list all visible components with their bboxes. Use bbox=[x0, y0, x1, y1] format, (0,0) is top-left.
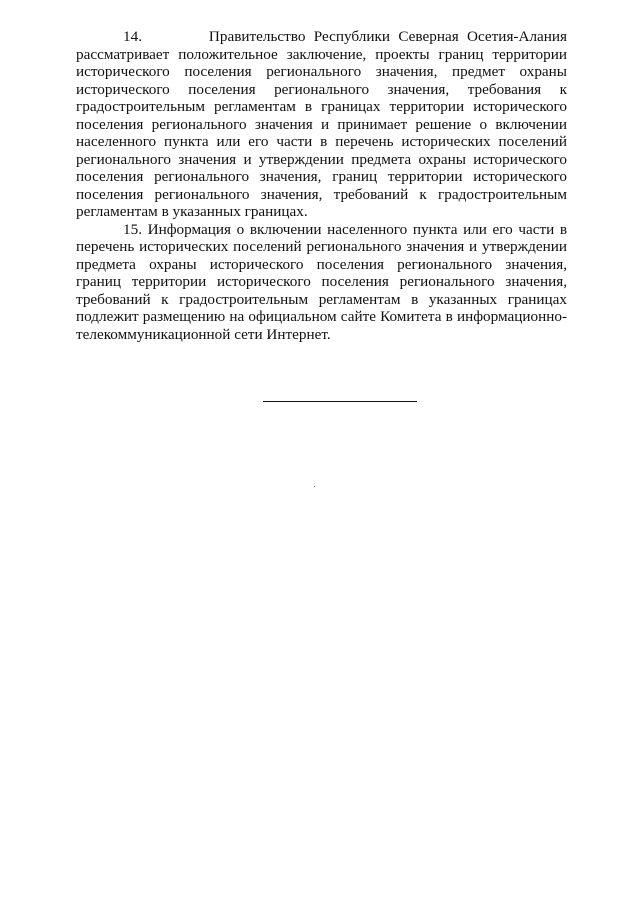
paragraph-14-number: 14. bbox=[123, 28, 142, 45]
document-body bbox=[76, 28, 567, 343]
paragraph-14-text: Правительство Республики Северная Осетия-Алания рассматривает положительное заключение, проекты границ территории исторического поселения регионального значения, предмет охраны исторического поселения регионального значения, требования к градостроительным регламентам в границах территории исторического поселения регионального значения и принимает решение о включении населенного пункта или его части в перечень исторических поселений регионального значения и утверждении предмета охраны исторического поселения регионального значения, границ территории исторического поселения регионального значения, требований к градостроительным регламентам в указанных границах. bbox=[76, 28, 568, 220]
paragraph-15-number: 15. bbox=[123, 220, 142, 238]
paragraph-15-text: Информация о включении населенного пункта или его части в перечень исторических поселений регионального значения и утверждении предмета охраны исторического поселения регионального значения, границ территории исторического поселения регионального значения, требований к градостроительным регламентам в указанных границах подлежит размещению на официальном сайте Комитета в информационно-телекоммуникационной сети Интернет. bbox=[76, 220, 568, 343]
scan-speck bbox=[314, 486, 315, 487]
paragraph-14 bbox=[76, 28, 567, 221]
end-divider-line bbox=[263, 401, 417, 402]
paragraph-15 bbox=[76, 221, 567, 344]
